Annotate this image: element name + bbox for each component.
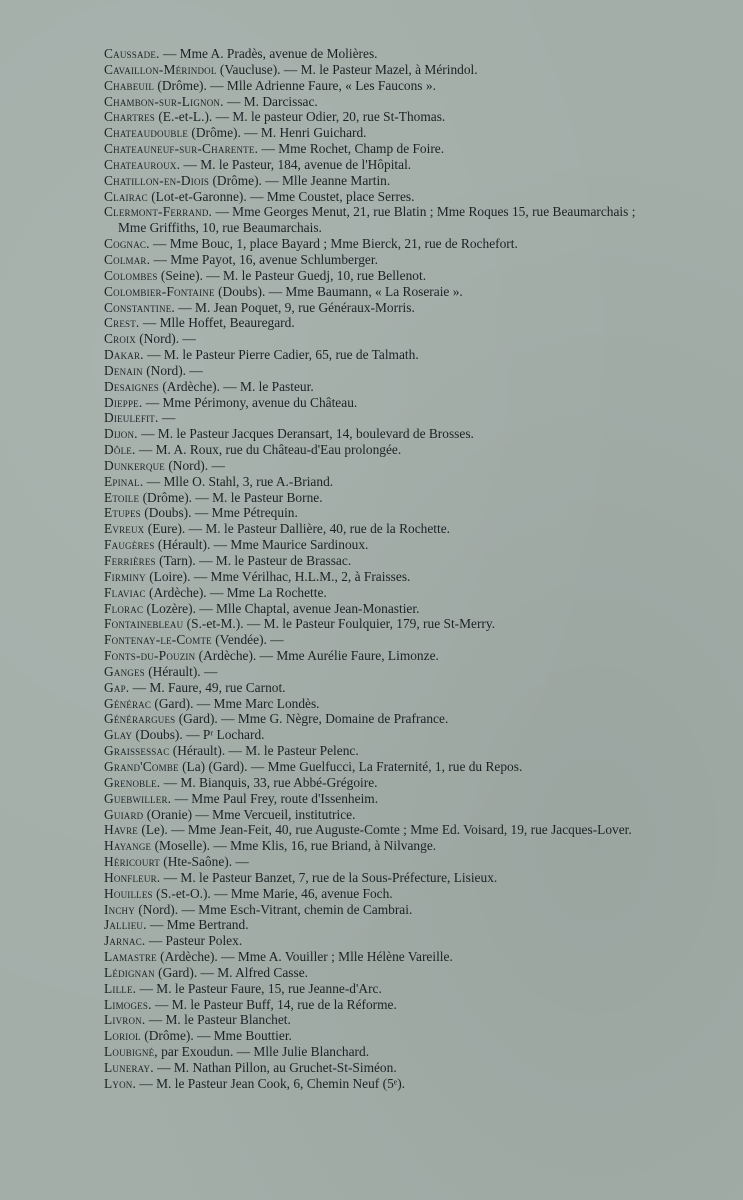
entry-place: Chatillon-en-Diois <box>104 172 210 188</box>
directory-entry <box>104 236 643 252</box>
entry-place: Lamastre <box>104 949 157 965</box>
entry-details: — M. le Pasteur Blanchet. <box>145 1012 291 1028</box>
directory-entry <box>104 315 643 331</box>
entry-details: (Vendée). — <box>211 632 284 648</box>
entry-place: Hayange <box>104 838 152 854</box>
directory-entry <box>104 854 643 870</box>
entry-details: (E.-et-L.). — M. le pasteur Odier, 20, rue St-Thomas. <box>155 109 446 125</box>
entry-place: Lyon. <box>104 1075 137 1091</box>
entry-place: Lille. <box>104 980 137 996</box>
directory-entry <box>104 521 643 537</box>
directory-entry <box>104 363 643 379</box>
entry-details: (Doubs). — Mme Pétrequin. <box>140 505 298 521</box>
entry-details: (Ardèche). — Mme La Rochette. <box>145 584 327 600</box>
entry-list <box>104 46 643 1092</box>
entry-details: (Nord). — <box>142 362 203 378</box>
directory-entry <box>104 1044 643 1060</box>
entry-place: Jallieu. <box>104 917 147 933</box>
directory-entry <box>104 62 643 78</box>
entry-details: — M. le Pasteur Jean Cook, 6, Chemin Neuf (5ᵉ). <box>136 1075 406 1091</box>
entry-details: (Oranie) — Mme Vercueil, institutrice. <box>143 806 356 822</box>
entry-details: — M. A. Roux, rue du Château-d'Eau prolongée. <box>135 442 402 458</box>
directory-entry <box>104 933 643 949</box>
directory-entry <box>104 173 643 189</box>
entry-place: Dakar. <box>104 347 144 363</box>
entry-details: (Seine). — M. le Pasteur Guedj, 10, rue Bellenot. <box>157 267 427 283</box>
directory-entry <box>104 680 643 696</box>
entry-place: Chartres <box>104 109 155 125</box>
entry-place: Lédignan <box>104 964 155 980</box>
entry-details: — Mme A. Pradès, avenue de Molières. <box>159 46 378 61</box>
entry-place: Héricourt <box>104 854 160 870</box>
entry-place: Desaignes <box>104 378 159 394</box>
directory-entry <box>104 1060 643 1076</box>
entry-details: — <box>158 410 176 426</box>
entry-place: Caussade. <box>104 46 160 61</box>
directory-entry <box>104 125 643 141</box>
entry-place: Générac <box>104 695 152 711</box>
entry-details: — M. le Pasteur Banzet, 7, rue de la Sous-Préfecture, Lisieux. <box>160 869 498 885</box>
entry-place: Gap. <box>104 679 130 695</box>
entry-place: Dôle. <box>104 442 136 458</box>
directory-entry <box>104 94 643 110</box>
entry-details: (Gard). — Mme Marc Londès. <box>151 695 320 711</box>
directory-entry <box>104 505 643 521</box>
entry-details: — Mme Payot, 16, avenue Schlumberger. <box>150 251 378 267</box>
entry-place: Epinal. <box>104 473 144 489</box>
entry-place: Chateauneuf-sur-Charente. <box>104 141 259 157</box>
entry-details: (Nord). — <box>164 457 225 473</box>
entry-place: Crest. <box>104 315 140 331</box>
directory-entry <box>104 189 643 205</box>
directory-entry <box>104 300 643 316</box>
directory-entry <box>104 775 643 791</box>
directory-entry <box>104 109 643 125</box>
entry-place: Loriol <box>104 1028 141 1044</box>
entry-place: Fontenay-le-Comte <box>104 632 212 648</box>
entry-details: (Hérault). — M. le Pasteur Pelenc. <box>169 743 359 759</box>
entry-place: Evreux <box>104 521 145 537</box>
entry-details: (Moselle). — Mme Klis, 16, rue Briand, à Nilvange. <box>151 838 437 854</box>
directory-entry <box>104 870 643 886</box>
entry-details: (Lot-et-Garonne). — Mme Coustet, place Serres. <box>147 188 415 204</box>
directory-entry <box>104 141 643 157</box>
entry-details: — Mme Bouc, 1, place Bayard ; Mme Bierck, 21, rue de Rochefort. <box>149 236 518 252</box>
entry-details: (La) (Gard). — Mme Guelfucci, La Fraternité, 1, rue du Repos. <box>178 758 523 774</box>
directory-entry <box>104 616 643 632</box>
entry-place: Guebwiller. <box>104 790 172 806</box>
entry-place: Flaviac <box>104 584 146 600</box>
entry-details: (Lozère). — Mlle Chaptal, avenue Jean-Monastier. <box>143 600 420 616</box>
directory-entry <box>104 822 643 838</box>
entry-place: Croix <box>104 331 136 347</box>
entry-details: par Exoudun. — Mlle Julie Blanchard. <box>157 1044 370 1060</box>
directory-entry <box>104 395 643 411</box>
entry-details: (Gard). — Mme G. Nègre, Domaine de Prafrance. <box>175 711 449 727</box>
directory-entry <box>104 442 643 458</box>
directory-entry <box>104 331 643 347</box>
entry-place: Firminy <box>104 568 146 584</box>
directory-entry <box>104 648 643 664</box>
directory-entry <box>104 1028 643 1044</box>
directory-entry <box>104 1012 643 1028</box>
entry-place: Grenoble. <box>104 774 161 790</box>
entry-details: (Drôme). — M. le Pasteur Borne. <box>139 489 323 505</box>
entry-details: (Nord). — <box>135 331 196 347</box>
entry-details: (Hte-Saône). — <box>159 854 249 870</box>
entry-place: Chabeuil <box>104 77 155 93</box>
directory-entry <box>104 632 643 648</box>
directory-entry <box>104 965 643 981</box>
entry-place: Fontainebleau <box>104 616 184 632</box>
entry-details: (Ardèche). — M. le Pasteur. <box>158 378 314 394</box>
entry-place: Limoges. <box>104 996 152 1012</box>
directory-entry <box>104 917 643 933</box>
directory-entry <box>104 78 643 94</box>
entry-details: (Gard). — M. Alfred Casse. <box>154 964 308 980</box>
directory-entry <box>104 838 643 854</box>
entry-details: — M. le Pasteur Faure, 15, rue Jeanne-d'Arc. <box>136 980 382 996</box>
entry-details: — Mme Rochet, Champ de Foire. <box>258 141 445 157</box>
directory-entry <box>104 204 643 236</box>
entry-place: Etoile <box>104 489 140 505</box>
entry-details: (Vaucluse). — M. le Pasteur Mazel, à Mérindol. <box>216 61 478 77</box>
entry-place: Colmar. <box>104 251 151 267</box>
directory-entry <box>104 743 643 759</box>
entry-details: — Mme Bertrand. <box>146 917 249 933</box>
directory-entry <box>104 997 643 1013</box>
directory-entry <box>104 553 643 569</box>
directory-entry <box>104 886 643 902</box>
entry-details: (Ardèche). — Mme Aurélie Faure, Limonze. <box>195 648 439 664</box>
entry-place: Florac <box>104 600 144 616</box>
entry-place: Honfleur. <box>104 869 161 885</box>
directory-entry <box>104 46 643 62</box>
entry-details: — Mlle Hoffet, Beauregard. <box>139 315 295 331</box>
entry-details: (Doubs). — Pʳ Lochard. <box>132 727 265 743</box>
entry-place: Houilles <box>104 885 153 901</box>
directory-entry <box>104 791 643 807</box>
entry-details: (Drôme). — Mlle Jeanne Martin. <box>209 172 391 188</box>
entry-place: Colombier-Fontaine <box>104 283 215 299</box>
directory-entry <box>104 410 643 426</box>
entry-place: Livron. <box>104 1012 146 1028</box>
directory-entry <box>104 252 643 268</box>
directory-entry <box>104 379 643 395</box>
entry-details: (Nord). — Mme Esch-Vitrant, chemin de Cambrai. <box>134 901 413 917</box>
directory-entry <box>104 711 643 727</box>
entry-details: — M. Nathan Pillon, au Gruchet-St-Siméon. <box>153 1060 397 1075</box>
entry-details: — Mme Georges Menut, 21, rue Blatin ; Mme Roques 15, rue Beaumarchais ; Mme Griffiths, 10, rue Beaumarchais. <box>118 204 636 236</box>
entry-place: Guiard <box>104 806 144 822</box>
directory-entry <box>104 981 643 997</box>
directory-entry <box>104 949 643 965</box>
directory-entry <box>104 347 643 363</box>
entry-details: (Drôme). — M. Henri Guichard. <box>188 125 367 141</box>
entry-details: — M. Jean Poquet, 9, rue Généraux-Morris. <box>174 299 415 315</box>
entry-place: Faugères <box>104 537 155 553</box>
entry-details: (Hérault). — <box>144 663 218 679</box>
directory-entry <box>104 1076 643 1092</box>
entry-place: Chateaudouble <box>104 125 189 141</box>
entry-place: Dieppe. <box>104 394 143 410</box>
directory-entry <box>104 490 643 506</box>
entry-place: Constantine. <box>104 299 175 315</box>
entry-place: Etupes <box>104 505 141 521</box>
directory-entry <box>104 585 643 601</box>
entry-details: — M. le Pasteur Jacques Deransart, 14, boulevard de Brosses. <box>137 426 474 442</box>
entry-place: Denain <box>104 362 143 378</box>
entry-details: — Mme Périmony, avenue du Château. <box>142 394 358 410</box>
entry-place: Chateauroux. <box>104 156 181 172</box>
entry-place: Havre <box>104 822 139 838</box>
entry-place: Dunkerque <box>104 457 165 473</box>
entry-details: (Le). — Mme Jean-Feit, 40, rue Auguste-Comte ; Mme Ed. Voisard, 19, rue Jacques-Lover. <box>138 822 632 838</box>
entry-details: — Mme Paul Frey, route d'Issenheim. <box>171 790 379 806</box>
entry-details: — M. le Pasteur Buff, 14, rue de la Réforme. <box>151 996 397 1012</box>
directory-entry <box>104 569 643 585</box>
entry-place: Cavaillon-Mérindol <box>104 61 217 77</box>
directory-entry <box>104 696 643 712</box>
entry-place: Colombes <box>104 267 158 283</box>
directory-entry <box>104 807 643 823</box>
entry-details: — M. Bianquis, 33, rue Abbé-Grégoire. <box>160 774 378 790</box>
entry-place: Grand'Combe <box>104 758 179 774</box>
directory-entry <box>104 727 643 743</box>
directory-entry <box>104 284 643 300</box>
entry-details: (S.-et-O.). — Mme Marie, 46, avenue Foch. <box>152 885 393 901</box>
entry-place: Cognac. <box>104 236 150 252</box>
entry-place: Loubigné, <box>104 1044 158 1060</box>
entry-details: (Doubs). — Mme Baumann, « La Roseraie ». <box>214 283 463 299</box>
directory-entry <box>104 157 643 173</box>
entry-place: Jarnac. <box>104 933 146 949</box>
directory-entry <box>104 601 643 617</box>
entry-details: (Hérault). — Mme Maurice Sardinoux. <box>154 537 369 553</box>
entry-place: Ferrières <box>104 553 156 568</box>
entry-details: — M. Faure, 49, rue Carnot. <box>129 679 286 695</box>
directory-entry <box>104 902 643 918</box>
entry-place: Glay <box>104 727 133 743</box>
entry-details: (S.-et-M.). — M. le Pasteur Foulquier, 179, rue St-Merry. <box>183 616 496 632</box>
entry-details: (Drôme). — Mlle Adrienne Faure, « Les Faucons ». <box>154 77 436 93</box>
entry-details: (Ardèche). — Mme A. Vouiller ; Mlle Hélène Vareille. <box>156 949 453 965</box>
entry-place: Graissessac <box>104 743 170 759</box>
entry-place: Dieulefit. <box>104 410 159 426</box>
directory-entry <box>104 537 643 553</box>
entry-details: — M. le Pasteur Pierre Cadier, 65, rue de Talmath. <box>143 347 419 363</box>
entry-details: — M. Darcissac. <box>223 93 318 109</box>
directory-entry <box>104 268 643 284</box>
entry-place: Luneray. <box>104 1060 154 1075</box>
entry-place: Inchy <box>104 901 135 917</box>
entry-details: (Eure). — M. le Pasteur Dallière, 40, rue de la Rochette. <box>144 521 451 537</box>
entry-details: — Mlle O. Stahl, 3, rue A.-Briand. <box>143 473 334 489</box>
entry-details: (Loire). — Mme Vérilhac, H.L.M., 2, à Fraisses. <box>145 568 411 584</box>
entry-place: Clairac <box>104 188 148 204</box>
entry-place: Ganges <box>104 663 145 679</box>
entry-details: — Pasteur Polex. <box>145 933 243 949</box>
entry-details: (Tarn). — M. le Pasteur de Brassac. <box>155 553 352 568</box>
entry-place: Générargues <box>104 711 176 727</box>
directory-entry <box>104 458 643 474</box>
entry-place: Fonts-du-Pouzin <box>104 648 196 664</box>
entry-details: (Drôme). — Mme Bouttier. <box>140 1028 292 1044</box>
entry-details: — M. le Pasteur, 184, avenue de l'Hôpital. <box>180 156 412 172</box>
entry-place: Chambon-sur-Lignon. <box>104 93 224 109</box>
directory-entry <box>104 474 643 490</box>
directory-entry <box>104 664 643 680</box>
directory-entry <box>104 426 643 442</box>
entry-place: Dijon. <box>104 426 138 442</box>
directory-entry <box>104 759 643 775</box>
entry-place: Clermont-Ferrand. <box>104 204 213 220</box>
